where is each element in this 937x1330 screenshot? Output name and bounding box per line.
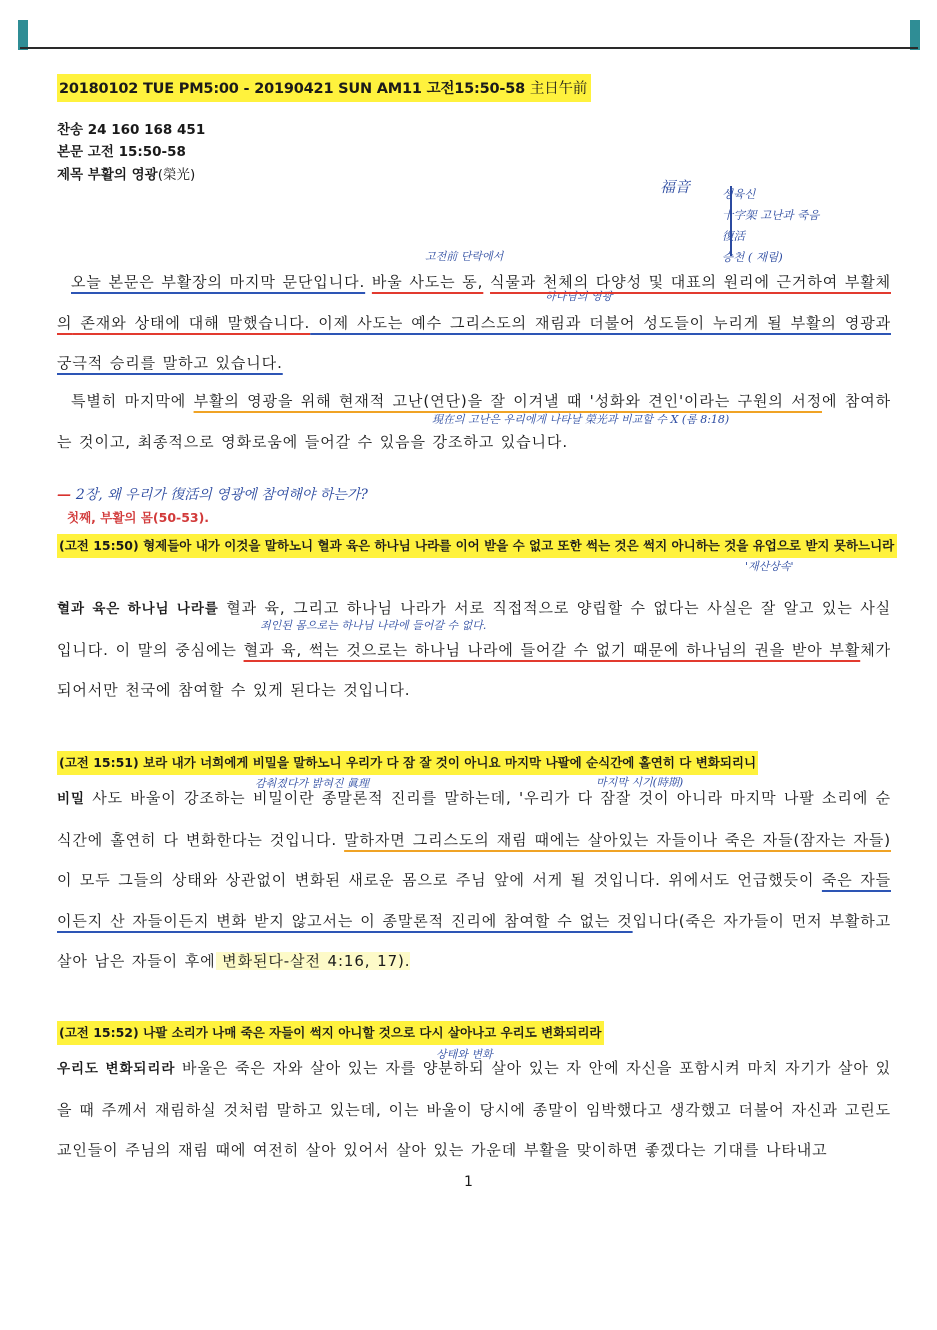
service-tag: 主日午前 — [529, 81, 588, 97]
hymn-numbers: 찬송 24 160 168 451 — [57, 122, 206, 138]
handnote-section-question — [57, 484, 368, 504]
handnote-sinful-body: 죄인된 몸으로는 하나님 나라에 들어갈 수 없다. — [260, 619, 487, 632]
handnote-glory: 하나님의 영광 — [545, 290, 613, 303]
outline-title: 福音 — [660, 178, 691, 196]
section-2-text-f: 변화된다-살전 4:16, 17). — [215, 952, 411, 970]
section-1-text-a: 혈과 육, 그리고 하나님 나라가 서로 직접적으로 양립할 수 없다는 사실은 잘 알고 있는 사실입니다. 이 말의 중심에는 — [57, 599, 891, 659]
section-1-highlight: 혈과 육, 썩는 것으로는 하나님 나라에 들어갈 수 없기 때문에 하나님의 권을 받아 부활 — [243, 640, 861, 659]
intro-p2-rest: 에 참여하는 것이고, 최종적으로 영화로움에 들어갈 수 있음을 강조하고 있습니다. — [57, 392, 891, 451]
sermon-title-hanja: (榮光) — [157, 167, 196, 183]
right-edge-mark — [910, 20, 920, 50]
handnote-previous-section: 고전前 단락에서 — [425, 250, 504, 263]
page-number: 1 — [464, 1174, 473, 1190]
schedule-header — [57, 74, 591, 102]
verse-15-51: (고전 15:51) 보라 내가 너희에게 비밀을 말하노니 우리가 다 잠 잘 것이 아니요 마지막 나팔에 순식간에 홀연히 다 변화되리니 — [57, 751, 758, 775]
section-3-lead: 우리도 변화되리라 — [57, 1061, 176, 1077]
section-3-text: 바울은 죽은 자와 살아 있는 자를 양분하되 살아 있는 자 안에 자신을 포함시켜 마치 자기가 살아 있을 때 주께서 재림하실 것처럼 말하고 있는데, 이는 바울이 당시에 종말이 임박했다고 생각했고 더불어 자신과 고린도 교인들이 주님의 재림 때에 여전히 살아 있어서 살아 있는 가운데 부활을 맞이하면 좋겠다는 기대를 나타내고 — [57, 1059, 891, 1159]
handnote-inheritance: '재산상속' — [745, 560, 794, 573]
intro-paragraph-1 — [57, 262, 891, 384]
scripture-reference: 본문 고전 15:50-58 — [57, 144, 186, 160]
verse-15-50: (고전 15:50) 형제들아 내가 이것을 말하노니 혈과 육은 하나님 나라를 이어 받을 수 없고 또한 썩는 것은 썩지 아니하는 것을 유업으로 받지 못하느니라 — [57, 534, 897, 558]
intro-sentence-1: 오늘 본문은 부활장의 마지막 문단입니다. — [71, 273, 366, 291]
section-2-highlight-a: 말하자면 그리스도의 재림 때에는 살아있는 자들이나 죽은 자들(잠자는 자들) — [344, 830, 892, 849]
intro-highlight-3: 존재와 상태에 대해 말했습니다. — [72, 313, 311, 332]
section-2-text-e: 입니다(죽은 자가들이 먼저 부활하고 살아 남은 자들이 후에 — [57, 911, 892, 970]
handnote-question-text: 2장, 왜 우리가 復活의 영광에 참여해야 하는가? — [75, 487, 368, 503]
sermon-title — [57, 163, 195, 183]
outline-item: 復活 — [722, 229, 745, 243]
schedule-text: 20180102 TUE PM5:00 - 20190421 SUN AM11 고전15:50-58 — [59, 81, 526, 97]
section-3-body — [57, 1048, 891, 1171]
outline-list — [722, 184, 819, 268]
section-2-text-a: 사도 바울이 강조하는 비밀이란 종말론적 진리를 말하는데, '우리가 다 잠잘 것이 아니라 마지막 나팔 소리에 순식간에 홀연히 다 변화한다는 것입니다. — [57, 789, 891, 849]
outline-item: 성육신 — [722, 187, 756, 201]
section-2-lead: 비밀 — [57, 791, 85, 807]
outline-item: 승천 ( 재림) — [722, 250, 783, 264]
handnote-state-change: 상태와 변화 — [436, 1048, 493, 1061]
section-1-body — [57, 588, 891, 711]
top-rule — [20, 47, 918, 49]
verse-15-52: (고전 15:52) 나팔 소리가 나매 죽은 자들이 썩지 아니할 것으로 다시 살아나고 우리도 변화되리라 — [57, 1021, 604, 1045]
section-2-highlight-b: 죽은 자들이든지 산 자들이든지 변화 받지 않고서는 이 종말론적 진리에 참여할 수 없는 것 — [57, 871, 891, 930]
section-1-lead: 혈과 육은 하나님 나라를 — [57, 601, 219, 617]
intro-p2-lead: 특별히 마지막에 — [71, 392, 194, 410]
intro-p2-highlight: 부활의 영광을 위해 현재적 고난(연단)을 잘 이겨낼 때 '성화와 견인'이라는 구원의 서정 — [193, 392, 823, 410]
section-heading-1: 첫째, 부활의 몸(50-53). — [67, 510, 210, 525]
intro-sentence-2: 이제 사도는 예수 그리스도의 재림과 더불어 성도들이 누리게 될 부활의 영광과 궁극적 승리를 말하고 있습니다. — [57, 313, 891, 372]
section-2-text-c: 이 모두 그들의 상태와 상관없이 변화된 새로운 몸으로 주님 앞에 서게 될 것입니다. 위에서도 언급했듯이 — [57, 871, 822, 889]
left-edge-mark — [18, 20, 28, 50]
handnote-last-time: 마지막 시기(時期) — [596, 776, 684, 789]
handnote-dash: — — [57, 487, 76, 503]
handnote-present-suffering: 現在의 고난은 우리에게 나타날 榮光과 비교할 수 X (롬 8:18) — [432, 413, 730, 426]
section-1-text-c: 체가 되어서만 천국에 참여할 수 있게 된다는 것입니다. — [57, 640, 891, 699]
section-2-body — [57, 778, 891, 982]
outline-item: 十字架 고난과 죽음 — [722, 208, 820, 222]
handnote-hidden-truth: 감춰졌다가 밝혀진 眞理 — [255, 777, 370, 790]
intro-highlight-2: 식물과 천체의 다양성 및 대표의 원리에 근거하여 부활체의 — [57, 273, 891, 332]
intro-highlight-1: 바울 사도는 동, — [371, 273, 484, 291]
sermon-title-text: 제목 부활의 영광 — [57, 167, 158, 183]
